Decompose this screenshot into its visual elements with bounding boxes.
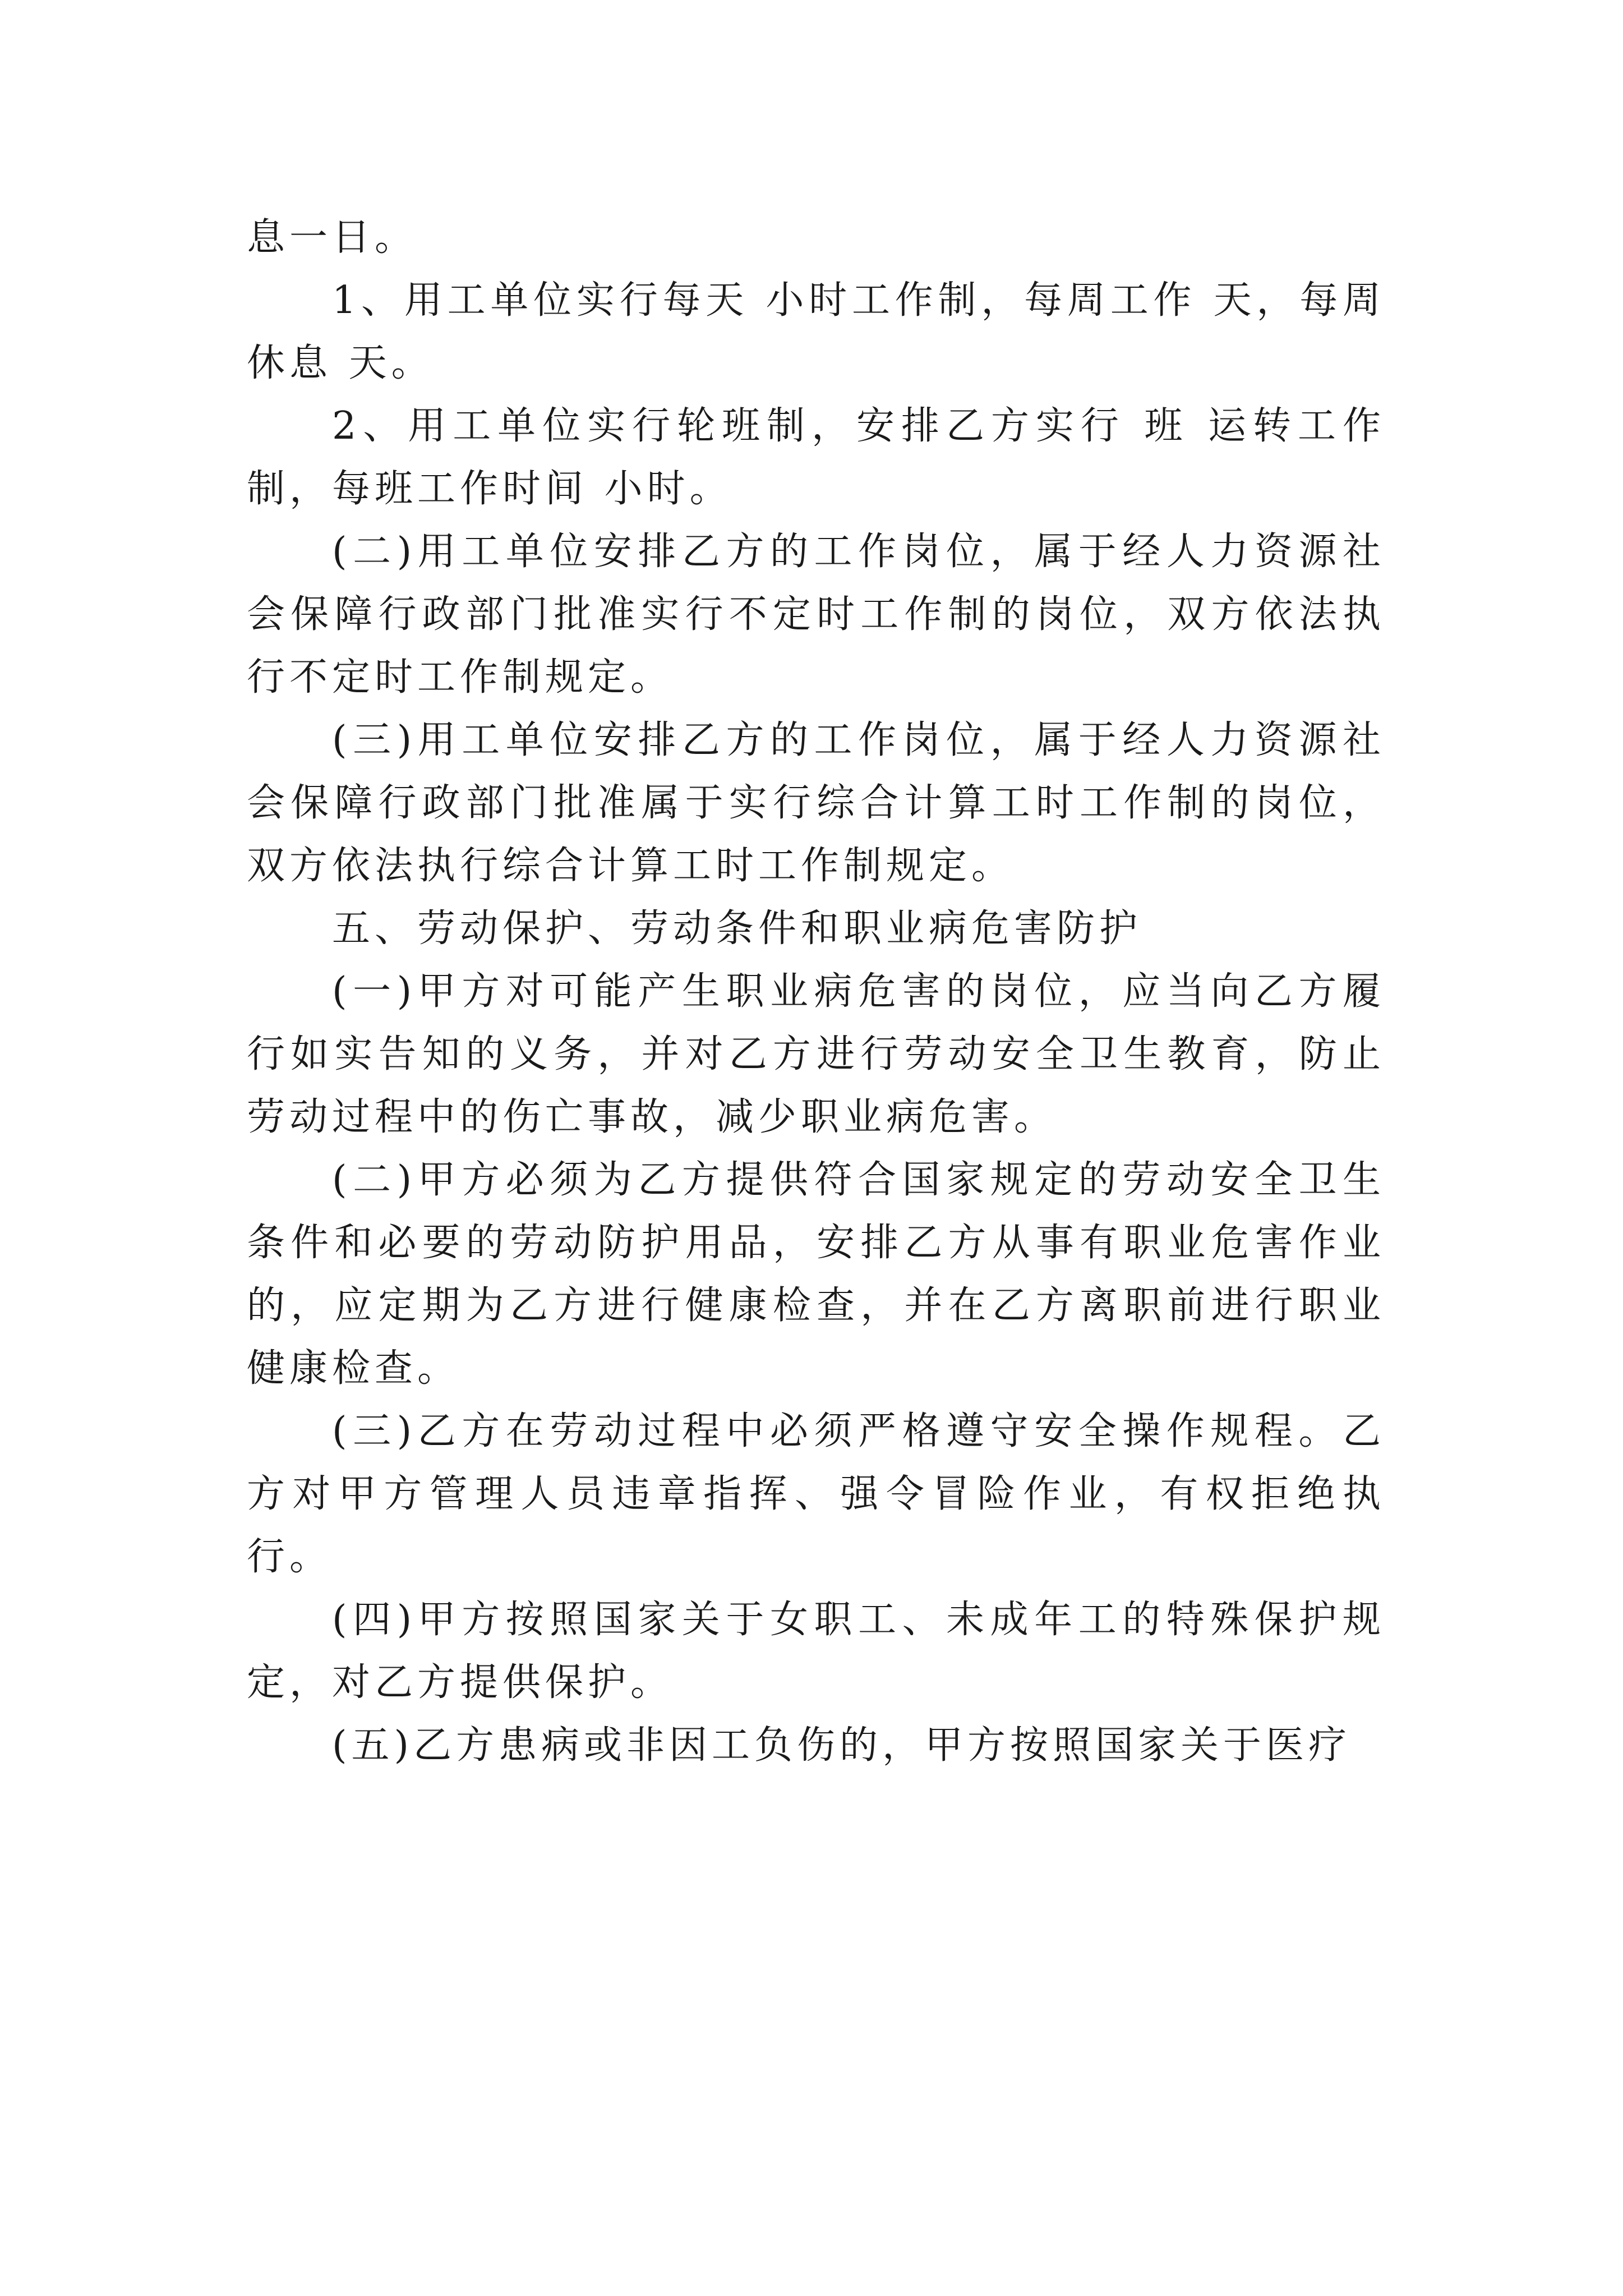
document-body bbox=[247, 206, 1385, 1777]
paragraph: (三)用工单位安排乙方的工作岗位，属于经人力资源社会保障行政部门批准属于实行综合计算工时工作制的岗位，双方依法执行综合计算工时工作制规定。 bbox=[247, 718, 1385, 888]
paragraph: (四)甲方按照国家关于女职工、未成年工的特殊保护规定，对乙方提供保护。 bbox=[247, 1598, 1385, 1705]
paragraph: (二)用工单位安排乙方的工作岗位，属于经人力资源社会保障行政部门批准实行不定时工作制的岗位，双方依法执行不定时工作制规定。 bbox=[247, 530, 1385, 700]
paragraph: (二)甲方必须为乙方提供符合国家规定的劳动安全卫生条件和必要的劳动防护用品，安排乙方从事有职业危害作业的，应定期为乙方进行健康检查，并在乙方离职前进行职业健康检查。 bbox=[247, 1158, 1385, 1391]
paragraph: 2、用工单位实行轮班制，安排乙方实行 班 运转工作制，每班工作时间 小时。 bbox=[247, 404, 1385, 511]
paragraph: 1、用工单位实行每天 小时工作制，每周工作 天，每周休息 天。 bbox=[247, 278, 1385, 385]
paragraph: 息一日。 bbox=[247, 215, 418, 260]
paragraph: (一)甲方对可能产生职业病危害的岗位，应当向乙方履行如实告知的义务，并对乙方进行劳动安全卫生教育，防止劳动过程中的伤亡事故，减少职业病危害。 bbox=[247, 969, 1385, 1139]
paragraph: (三)乙方在劳动过程中必须严格遵守安全操作规程。乙方对甲方管理人员违章指挥、强令冒险作业，有权拒绝执行。 bbox=[247, 1409, 1385, 1579]
section-heading: 五、劳动保护、劳动条件和职业病危害防护 bbox=[332, 907, 1142, 951]
paragraph: (五)乙方患病或非因工负伤的，甲方按照国家关于医疗 bbox=[332, 1723, 1352, 1768]
